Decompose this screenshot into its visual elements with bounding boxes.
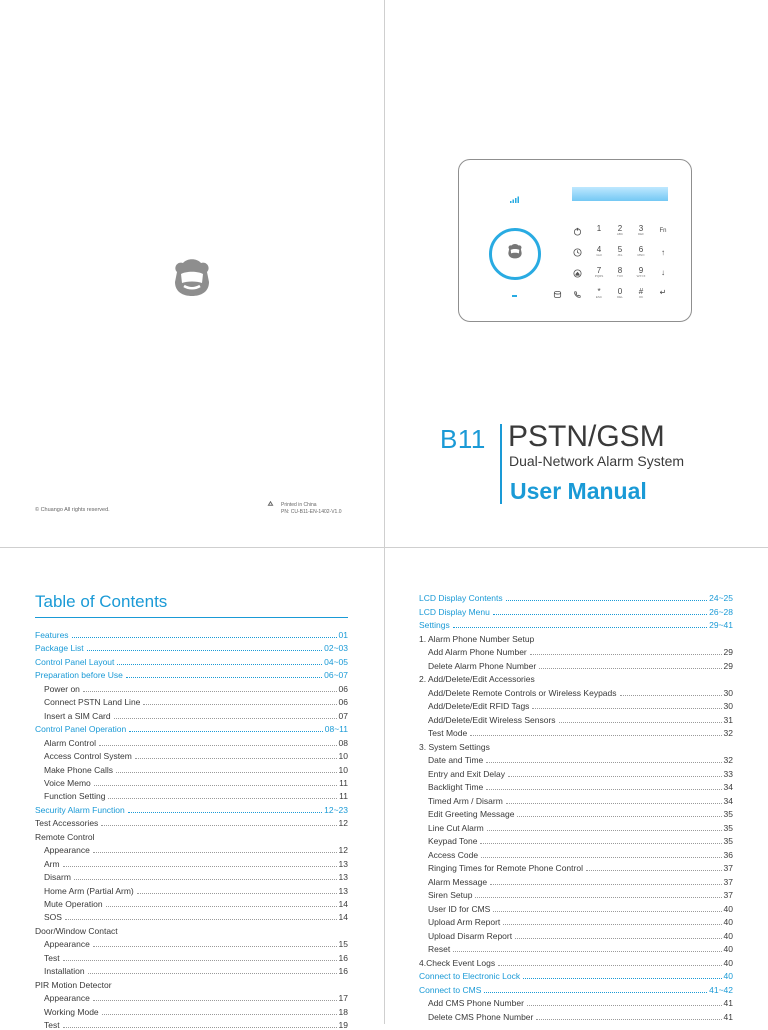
toc-entry[interactable] xyxy=(35,977,348,990)
toc-entry-page: 41 xyxy=(723,998,733,1008)
toc-dot-leader xyxy=(74,879,337,880)
toc-entry-page: 29 xyxy=(723,660,733,671)
toc-entry-page: 37 xyxy=(723,863,733,873)
toc-entry-text: Disarm xyxy=(44,872,71,883)
toc-entry-text: Settings xyxy=(419,620,450,630)
toc-dot-leader xyxy=(481,857,721,858)
toc-entry-page: 35 xyxy=(723,809,733,819)
toc-entry-text: Edit Greeting Message xyxy=(428,809,515,819)
toc-entry[interactable] xyxy=(428,658,733,671)
toc-dot-leader xyxy=(88,973,337,974)
toc-entry-page: 41~42 xyxy=(709,984,733,995)
toc-entry-text: Arm xyxy=(44,858,60,869)
toc-dot-leader xyxy=(517,816,721,817)
toc-entry-page: 17 xyxy=(338,993,348,1004)
toc-entry-text: Package List xyxy=(35,643,84,654)
toc-dot-leader xyxy=(536,1019,721,1020)
enter-icon: ↵ xyxy=(659,288,667,297)
up-arrow-icon: ↑ xyxy=(661,248,665,257)
toc-entry-page: 32 xyxy=(723,728,733,738)
keypad-key-4: 4 GHI xyxy=(596,245,602,257)
toc-entry-page: 41 xyxy=(723,1011,733,1022)
toc-entry-page: 16 xyxy=(338,966,348,977)
toc-entry-text: Alarm Message xyxy=(428,876,488,887)
toc-entry[interactable] xyxy=(44,694,348,707)
keypad-key-star: * ESC xyxy=(595,287,603,299)
toc-entry-page: 06~07 xyxy=(324,670,348,681)
toc-entry-page: 33 xyxy=(723,768,733,779)
toc-entry-text: 1. Alarm Phone Number Setup xyxy=(419,633,535,644)
toc-dot-leader xyxy=(106,906,337,907)
toc-entry-text: Mute Operation xyxy=(44,899,103,909)
keypad-key-9: 9 WXYZ xyxy=(636,266,646,278)
toc-entry-page: 40 xyxy=(723,903,733,914)
toc-entry[interactable] xyxy=(35,802,348,815)
toc-title: Table of Contents xyxy=(35,592,168,611)
toc-entry-text: Home Arm (Partial Arm) xyxy=(44,885,134,896)
toc-entry-text: Keypad Tone xyxy=(428,836,478,846)
toc-entry-page: 10 xyxy=(338,751,348,762)
keypad-key-hash: # OK xyxy=(638,287,644,299)
toc-dot-leader xyxy=(487,830,722,831)
toc-entry[interactable] xyxy=(428,874,733,887)
printed-line-2: PN: CU-B11-EN-1402-V1.0 xyxy=(281,508,342,515)
toc-entry-text: Test Accessories xyxy=(35,818,99,829)
toc-entry-page: 13 xyxy=(338,858,348,869)
lcd-screen xyxy=(572,187,668,201)
page-divider-vertical xyxy=(384,0,385,1024)
toc-entry-page: 35 xyxy=(723,836,733,846)
toc-entry[interactable] xyxy=(44,775,348,788)
toc-entry[interactable] xyxy=(35,640,348,653)
toc-entry[interactable] xyxy=(428,752,733,765)
toc-entry[interactable] xyxy=(44,909,348,922)
toc-entry-text: Delete Alarm Phone Number xyxy=(428,660,537,671)
toc-entry-page: 14 xyxy=(338,899,348,909)
toc-entry[interactable] xyxy=(44,883,348,896)
toc-entry[interactable] xyxy=(419,617,733,630)
copyright-text: © Chuango All rights reserved. xyxy=(35,507,110,513)
toc-entry[interactable] xyxy=(428,1009,733,1022)
toc-dot-leader xyxy=(135,758,337,759)
toc-entry-page: 29 xyxy=(723,647,733,657)
toc-entry-text: Control Panel Layout xyxy=(35,656,115,667)
toc-entry-page: 26~28 xyxy=(709,606,733,617)
toc-entry-page: 34 xyxy=(723,795,733,806)
toc-entry-text: Control Panel Operation xyxy=(35,724,127,735)
toc-dot-leader xyxy=(620,695,722,696)
toc-dot-leader xyxy=(532,708,721,709)
toc-dot-leader xyxy=(93,852,337,853)
toc-dot-leader xyxy=(126,677,322,678)
record-icon xyxy=(553,290,562,299)
toc-dot-leader xyxy=(486,762,721,763)
toc-entry-page: 15 xyxy=(338,939,348,950)
toc-dot-leader xyxy=(63,866,337,867)
toc-dot-leader xyxy=(539,668,721,669)
toc-entry-page: 35 xyxy=(723,822,733,833)
toc-entry[interactable] xyxy=(428,928,733,941)
toc-entry[interactable] xyxy=(428,901,733,914)
home-arm-icon xyxy=(573,269,582,278)
toc-entry-page: 37 xyxy=(723,876,733,887)
toc-dot-leader xyxy=(453,627,707,628)
toc-entry-page: 06 xyxy=(338,697,348,708)
toc-entry[interactable] xyxy=(419,982,733,995)
toc-entry[interactable] xyxy=(44,869,348,882)
toc-entry[interactable] xyxy=(44,735,348,748)
toc-entry[interactable] xyxy=(35,721,348,734)
toc-entry-text: Working Mode xyxy=(44,1006,99,1017)
toc-dot-leader xyxy=(506,803,722,804)
toc-dot-leader xyxy=(530,654,722,655)
toc-entry-text: Ringing Times for Remote Phone Control xyxy=(428,863,583,873)
toc-dot-leader xyxy=(480,843,721,844)
toc-entry-text: Add/Delete/Edit Wireless Sensors xyxy=(428,714,556,725)
toc-dot-leader xyxy=(508,776,722,777)
toc-entry[interactable] xyxy=(44,708,348,721)
toc-entry-text: Door/Window Contact xyxy=(35,925,118,936)
toc-entry-page: 34 xyxy=(723,782,733,792)
toc-entry[interactable] xyxy=(428,820,733,833)
toc-entry-page: 01 xyxy=(338,630,348,640)
toc-entry-page: 40 xyxy=(723,957,733,968)
down-arrow-icon: ↓ xyxy=(661,268,665,277)
toc-entry-page: 11 xyxy=(339,777,348,788)
toc-entry-page: 08 xyxy=(338,737,348,748)
toc-entry-page: 06 xyxy=(338,683,348,694)
toc-entry[interactable] xyxy=(428,644,733,657)
toc-entry-text: Add CMS Phone Number xyxy=(428,998,524,1008)
toc-entry-text: Appearance xyxy=(44,939,90,950)
toc-entry-page: 40 xyxy=(723,971,733,981)
toc-dot-leader xyxy=(114,718,337,719)
toc-entry[interactable] xyxy=(428,712,733,725)
toc-entry-text: PIR Motion Detector xyxy=(35,979,112,990)
toc-entry-text: Date and Time xyxy=(428,755,484,765)
toc-dot-leader xyxy=(490,884,721,885)
toc-entry-text: LCD Display Menu xyxy=(419,606,490,617)
manual-title: User Manual xyxy=(510,478,647,504)
toc-entry[interactable] xyxy=(44,963,348,976)
toc-entry[interactable] xyxy=(428,779,733,792)
keypad-key-0: 0 DEL xyxy=(617,287,623,299)
keypad-key-8: 8 TUV xyxy=(617,266,623,278)
toc-entry-page: 11 xyxy=(339,791,348,802)
toc-entry-text: Reset xyxy=(428,944,451,954)
toc-entry[interactable] xyxy=(44,788,348,801)
toc-dot-leader xyxy=(93,946,337,947)
toc-entry-text: SOS xyxy=(44,912,62,923)
status-led xyxy=(512,295,517,297)
toc-entry[interactable] xyxy=(44,748,348,761)
toc-entry-page: 19 xyxy=(338,1020,348,1030)
keypad-key-1: 1 xyxy=(596,224,602,233)
product-subtitle: Dual-Network Alarm System xyxy=(509,453,685,469)
toc-entry-text: Add/Delete Remote Controls or Wireless Keypads xyxy=(428,687,617,698)
toc-entry-text: Features xyxy=(35,630,69,640)
toc-dot-leader xyxy=(506,600,708,601)
toc-entry-text: Backlight Time xyxy=(428,782,484,792)
toc-dot-leader xyxy=(559,722,722,723)
toc-entry-text: Connect to Electronic Lock xyxy=(419,971,521,981)
toc-entry-page: 12 xyxy=(338,818,348,829)
toc-entry-page: 32 xyxy=(723,755,733,765)
toc-dot-leader xyxy=(484,992,707,993)
toc-entry-text: Insert a SIM Card xyxy=(44,710,111,721)
toc-entry[interactable] xyxy=(44,950,348,963)
toc-dot-leader xyxy=(116,772,337,773)
toc-entry-text: Appearance xyxy=(44,993,90,1004)
toc-entry-text: Add Alarm Phone Number xyxy=(428,647,527,657)
toc-dot-leader xyxy=(498,965,721,966)
toc-entry-page: 30 xyxy=(723,687,733,698)
toc-entry-text: Test xyxy=(44,952,60,963)
toc-entry-page: 37 xyxy=(723,890,733,900)
toc-entry[interactable] xyxy=(44,1004,348,1017)
toc-entry-text: Entry and Exit Delay xyxy=(428,768,506,779)
toc-entry[interactable] xyxy=(35,654,348,667)
toc-title-rule xyxy=(35,617,348,618)
toc-entry-page: 40 xyxy=(723,944,733,954)
toc-dot-leader xyxy=(475,897,721,898)
toc-entry-page: 31 xyxy=(723,714,733,725)
toc-entry-text: Add/Delete/Edit RFID Tags xyxy=(428,701,530,711)
toc-dot-leader xyxy=(470,735,721,736)
toc-dot-leader xyxy=(93,1000,337,1001)
toc-entry-page: 29~41 xyxy=(709,620,733,630)
toc-entry[interactable] xyxy=(428,685,733,698)
toc-entry-text: Appearance xyxy=(44,845,90,856)
toc-entry[interactable] xyxy=(428,698,733,711)
toc-entry-text: Delete CMS Phone Number xyxy=(428,1011,534,1022)
toc-entry-text: User ID for CMS xyxy=(428,903,491,914)
toc-entry-page: 08~11 xyxy=(324,724,348,735)
toc-entry[interactable] xyxy=(419,604,733,617)
toc-entry[interactable] xyxy=(428,941,733,954)
toc-dot-leader xyxy=(117,664,322,665)
toc-entry-text: Upload Disarm Report xyxy=(428,930,513,941)
toc-dot-leader xyxy=(137,893,337,894)
signal-strength-icon xyxy=(510,195,520,203)
clock-icon xyxy=(573,248,582,257)
printed-info xyxy=(281,502,342,515)
printed-line-1: Printed in China xyxy=(281,502,317,508)
toc-entry-page: 24~25 xyxy=(709,593,733,603)
toc-entry-text: Make Phone Calls xyxy=(44,764,113,775)
toc-entry[interactable] xyxy=(35,667,348,680)
toc-entry[interactable] xyxy=(428,847,733,860)
toc-entry-text: Test xyxy=(44,1020,60,1030)
toc-entry[interactable] xyxy=(428,833,733,846)
toc-dot-leader xyxy=(63,1027,337,1028)
toc-entry[interactable] xyxy=(428,914,733,927)
toc-dot-leader xyxy=(493,911,721,912)
toc-entry-text: Upload Arm Report xyxy=(428,917,501,927)
lock-icon xyxy=(573,227,582,236)
toc-entry[interactable] xyxy=(35,815,348,828)
keypad-key-5: 5 JKL xyxy=(617,245,623,257)
toc-entry-text: Access Control System xyxy=(44,751,132,762)
toc-entry-text: Power on xyxy=(44,683,80,694)
toc-dot-leader xyxy=(129,731,323,732)
page-divider-horizontal xyxy=(0,547,768,548)
toc-dot-leader xyxy=(108,798,337,799)
toc-entry[interactable] xyxy=(35,829,348,842)
recycle-icon xyxy=(267,501,274,508)
toc-entry-page: 12~23 xyxy=(324,804,348,815)
brand-logo-icon xyxy=(169,256,215,298)
toc-entry-text: Remote Control xyxy=(35,831,95,842)
fn-key: Fn xyxy=(659,228,667,234)
toc-dot-leader xyxy=(486,789,721,790)
toc-dot-leader xyxy=(586,870,722,871)
toc-dot-leader xyxy=(493,614,707,615)
toc-entry-text: 3. System Settings xyxy=(419,741,490,752)
toc-entry-page: 18 xyxy=(338,1006,348,1017)
toc-entry[interactable] xyxy=(428,860,733,873)
toc-entry-page: 14 xyxy=(338,912,348,923)
toc-entry[interactable] xyxy=(44,936,348,949)
toc-dot-leader xyxy=(99,745,337,746)
toc-entry-page: 13 xyxy=(338,872,348,883)
title-separator xyxy=(500,424,502,504)
toc-dot-leader xyxy=(143,704,336,705)
toc-entry[interactable] xyxy=(44,681,348,694)
toc-dot-leader xyxy=(527,1005,722,1006)
toc-entry[interactable] xyxy=(44,896,348,909)
toc-dot-leader xyxy=(72,637,337,638)
model-number: B11 xyxy=(440,424,486,454)
toc-dot-leader xyxy=(515,938,721,939)
toc-entry-text: Timed Arm / Disarm xyxy=(428,795,503,806)
ring-logo-icon xyxy=(506,242,524,260)
toc-entry[interactable] xyxy=(428,995,733,1008)
toc-entry[interactable] xyxy=(44,990,348,1003)
toc-entry-text: Access Code xyxy=(428,849,479,860)
toc-entry-text: Line Cut Alarm xyxy=(428,822,484,833)
keypad-key-2: 2 ABC xyxy=(616,224,624,236)
toc-entry[interactable] xyxy=(428,725,733,738)
toc-dot-leader xyxy=(453,951,721,952)
toc-entry-page: 36 xyxy=(723,849,733,860)
toc-dot-leader xyxy=(94,785,337,786)
toc-entry[interactable] xyxy=(419,739,733,752)
toc-dot-leader xyxy=(63,960,337,961)
toc-entry-page: 07 xyxy=(338,710,348,721)
toc-entry-text: Connect to CMS xyxy=(419,984,482,995)
toc-entry-page: 04~05 xyxy=(324,656,348,667)
keypad-key-3: 3 DEF xyxy=(638,224,644,236)
toc-entry[interactable] xyxy=(428,793,733,806)
toc-entry[interactable] xyxy=(44,842,348,855)
toc-entry[interactable] xyxy=(35,923,348,936)
toc-entry-page: 30 xyxy=(723,701,733,711)
toc-entry-page: 16 xyxy=(338,952,348,963)
toc-entry-page: 02~03 xyxy=(324,643,348,654)
toc-entry-text: Installation xyxy=(44,966,85,977)
toc-entry-text: Siren Setup xyxy=(428,890,473,900)
toc-dot-leader xyxy=(102,1014,337,1015)
keypad-key-7: 7 PQRS xyxy=(594,266,604,278)
toc-entry-text: LCD Display Contents xyxy=(419,593,503,603)
toc-dot-leader xyxy=(65,919,337,920)
toc-entry-text: Security Alarm Function xyxy=(35,804,125,815)
toc-entry[interactable] xyxy=(419,631,733,644)
toc-dot-leader xyxy=(523,978,721,979)
toc-entry[interactable] xyxy=(428,766,733,779)
toc-dot-leader xyxy=(128,812,322,813)
toc-entry-page: 40 xyxy=(723,930,733,941)
toc-entry-text: Function Setting xyxy=(44,791,106,802)
toc-entry[interactable] xyxy=(419,671,733,684)
keypad-key-6: 6 MNO xyxy=(637,245,645,257)
toc-entry-page: 12 xyxy=(338,845,348,856)
toc-dot-leader xyxy=(83,691,337,692)
toc-entry-page: 13 xyxy=(338,885,348,896)
toc-dot-leader xyxy=(87,650,322,651)
toc-entry[interactable] xyxy=(428,887,733,900)
toc-entry-text: Test Mode xyxy=(428,728,468,738)
toc-entry-page: 10 xyxy=(338,764,348,775)
toc-entry[interactable] xyxy=(419,955,733,968)
toc-entry-text: Alarm Control xyxy=(44,737,96,748)
toc-entry[interactable] xyxy=(35,627,348,640)
toc-entry[interactable] xyxy=(44,856,348,869)
toc-entry[interactable] xyxy=(419,968,733,981)
toc-entry-text: 2. Add/Delete/Edit Accessories xyxy=(419,674,535,684)
phone-icon xyxy=(573,290,582,299)
product-name: PSTN/GSM xyxy=(508,420,665,453)
toc-entry[interactable] xyxy=(44,762,348,775)
toc-entry-text: 4.Check Event Logs xyxy=(419,957,496,968)
toc-entry-text: Voice Memo xyxy=(44,777,91,788)
toc-dot-leader xyxy=(503,924,721,925)
toc-entry-page: 40 xyxy=(723,917,733,927)
toc-dot-leader xyxy=(101,825,336,826)
toc-entry-text: Preparation before Use xyxy=(35,670,123,681)
toc-entry[interactable] xyxy=(428,806,733,819)
toc-entry[interactable] xyxy=(419,590,733,603)
toc-entry-text: Connect PSTN Land Line xyxy=(44,697,141,708)
